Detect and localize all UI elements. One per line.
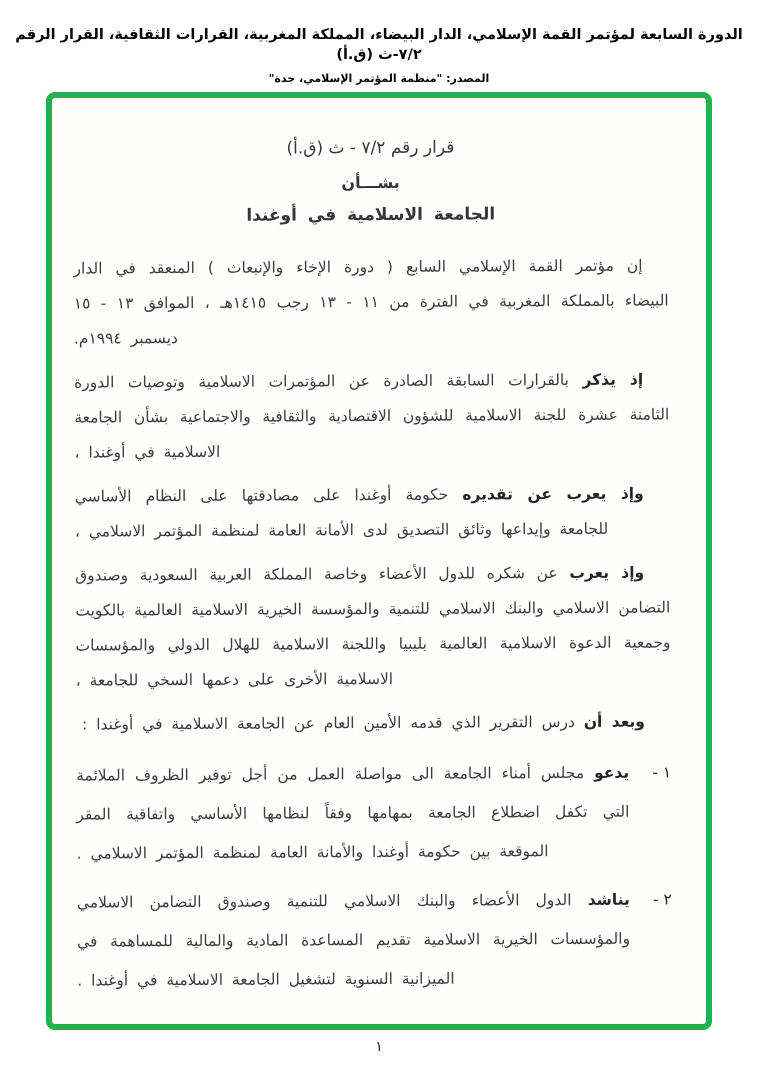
paragraph-text: حكومة أوغندا على مصادقتها على النظام الأساسي للجامعة وإيداعها وثائق التصديق لدى الأمانة العامة لمنظمة المؤتمر الاسلامي ، (74, 485, 609, 541)
preamble-paragraph-4 (75, 555, 671, 698)
preamble-paragraph-1 (73, 248, 669, 356)
paragraph-text: درس التقرير الذي قدمه الأمين العام عن الجامعة الاسلامية في أوغندا : (82, 712, 584, 734)
preamble-paragraph-2 (74, 362, 670, 470)
preamble-paragraph-3 (75, 476, 670, 549)
item-lead: يناشد (587, 890, 630, 909)
page-number: ١ (375, 1039, 383, 1055)
item-body: مجلس أمناء الجامعة الى مواصلة العمل من أجل توفير الظروف الملائمة التي تكفل اضطلاع الجامعة بمهامها وفقاً لنظامها الأساسي واتفاقية المقر الموقعة بين حكومة أوغندا والأمانة العامة لمنظمة المؤتمر الاسلامي . (76, 763, 630, 863)
citation-line: الدورة السابعة لمؤتمر القمة الإسلامي، الدار البيضاء، المملكة المغربية، القرارات الثقافية، القرار الرقم ٧/٢-ث (ق.أ) (15, 27, 743, 63)
paragraph-lead: وإذ يعرب (569, 563, 645, 583)
item-text (77, 881, 631, 1001)
operative-item-2 (77, 880, 673, 1000)
item-lead: يدعو (594, 763, 630, 782)
item-number: ٢ - (652, 890, 672, 909)
operative-items-list (76, 753, 672, 1000)
item-body: الدول الأعضاء والبنك الاسلامي للتنمية وصندوق التضامن الاسلامي والمؤسسات الخيرية الاسلامية تقديم المساعدة المادية والمالية للمساهمة في الميزانية السنوية لتشغيل الجامعة الاسلامية في أوغندا . (76, 890, 631, 990)
regarding-label: بشـــأن (341, 172, 400, 193)
paragraph-text: بالقرارات السابقة الصادرة عن المؤتمرات الاسلامية وتوصيات الدورة الثامنة عشرة للجنة الاسلامية للشؤون الاقتصادية والثقافية والاجتماعية بشأن الجامعة الاسلامية في أوغندا ، (74, 370, 670, 462)
paragraph-lead: إذ يذكر (582, 370, 644, 389)
paragraph-text: عن شكره للدول الأعضاء وخاصة المملكة العربية السعودية وصندوق التضامن الاسلامي والبنك الاسلامي للتنمية والمؤسسة الخيرية الاسلامية العالمية بالكويت وجمعية الدعوة الاسلامية العالمية بليبيا واللجنة الاسلامية للهلال الدولي والمؤسسات الاسلامية الأخرى على دعمها السخي للجامعة ، (75, 564, 671, 690)
item-text (76, 754, 630, 874)
item-number: ١ - (652, 763, 672, 782)
preamble-paragraph-5 (76, 704, 671, 742)
resolution-number-title: قرار رقم ٧/٢ - ث (ق.أ) (286, 137, 455, 159)
scanned-document-frame (46, 92, 712, 1030)
document-body (50, 96, 709, 1000)
source-line: المصدر: "منظمة المؤتمر الإسلامي، جدة" (268, 72, 490, 85)
subject-title: الجامعة الاسلامية في أوغندا (246, 204, 496, 226)
paragraph-lead: وإذ يعرب عن تقديره (462, 484, 644, 504)
paragraph-lead: وبعد أن (583, 712, 645, 731)
paragraph-text: إن مؤتمر القمة الإسلامي السابع ( دورة الإخاء والإنبعاث ) المنعقد في الدار البيضاء بالمملكة المغربية في الفترة من ١١ - ١٣ رجب ١٤١٥هـ ، الموافق ١٣ - ١٥ ديسمبر ١٩٩٤م. (73, 256, 669, 348)
document-citation-header (0, 25, 758, 85)
operative-item-1 (76, 753, 672, 873)
